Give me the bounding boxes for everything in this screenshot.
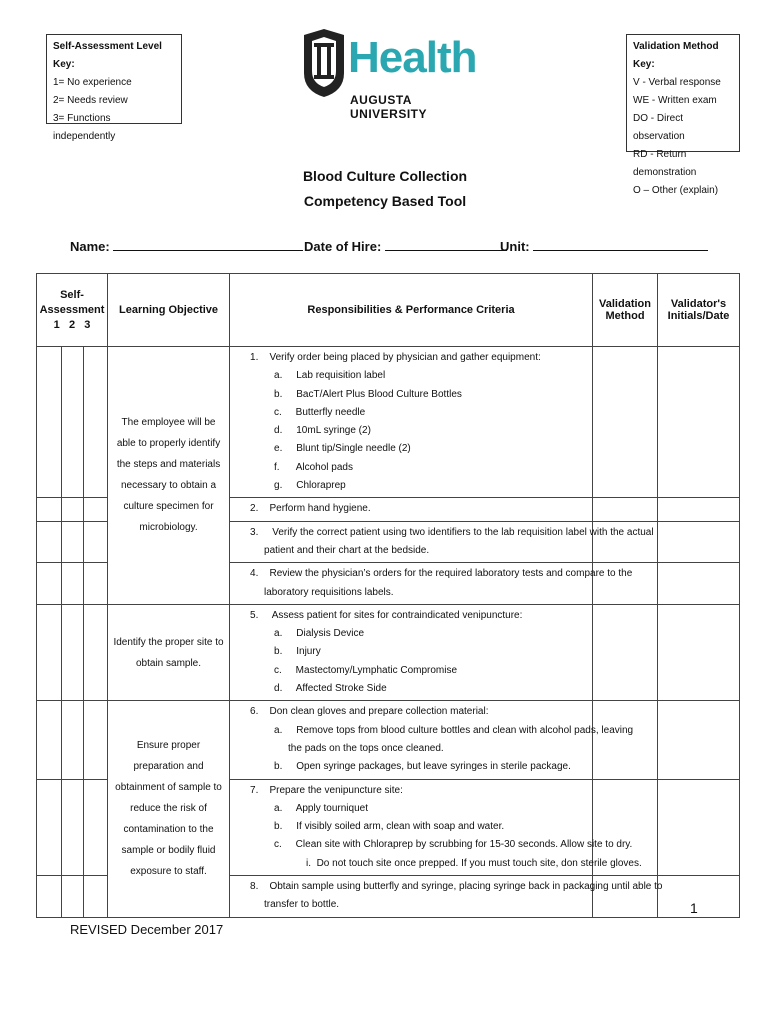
augusta-health-logo — [300, 27, 480, 121]
criterion-subitem: a. Dialysis Device — [274, 628, 365, 640]
self-score-cell[interactable] — [84, 563, 108, 605]
criterion-text: 5. Assess patient for sites for contraindicated venipuncture: — [250, 609, 523, 621]
self-key-title: Self-Assessment Level Key: — [53, 41, 162, 70]
self-score-cell[interactable] — [62, 521, 84, 563]
self-score-cell[interactable] — [62, 563, 84, 605]
self-key-item: 1= No experience — [53, 77, 132, 88]
learning-objective-header: Learning Objective — [108, 274, 230, 347]
validation-key-title: Validation Method Key: — [633, 41, 719, 70]
criterion-subitem: b. BacT/Alert Plus Blood Culture Bottles — [274, 388, 462, 400]
name-field[interactable] — [70, 238, 303, 254]
criterion-text: transfer to bottle. — [264, 899, 340, 911]
self-score-cell[interactable] — [62, 701, 84, 779]
validator-initials-cell[interactable] — [658, 779, 740, 875]
self-score-cell[interactable] — [62, 347, 84, 498]
criterion-subitem: a. Apply tourniquet — [274, 802, 368, 814]
self-score-cell[interactable] — [84, 701, 108, 779]
self-score-cell[interactable] — [84, 604, 108, 700]
validator-initials-cell[interactable] — [658, 347, 740, 498]
self-key-item: 2= Needs review — [53, 95, 128, 106]
criterion-subitem: d. 10mL syringe (2) — [274, 425, 371, 437]
logo-wordmark: Health — [348, 33, 477, 82]
self-score-cell[interactable] — [37, 701, 62, 779]
self-score-cell[interactable] — [62, 604, 84, 700]
self-score-cell[interactable] — [37, 347, 62, 498]
criterion-subitem: g. Chloraprep — [274, 480, 346, 492]
validator-initials-cell[interactable] — [658, 701, 740, 779]
validation-key-item: RD - Return demonstration — [633, 149, 697, 178]
criterion-2 — [230, 498, 593, 521]
self-score-cell[interactable] — [37, 604, 62, 700]
criterion-subitem: i. Do not touch site once prepped. If you must touch site, don sterile gloves. — [306, 857, 642, 869]
criterion-5 — [230, 604, 593, 700]
validation-key-item: WE - Written exam — [633, 95, 717, 106]
validator-initials-cell[interactable] — [658, 498, 740, 521]
self-score-cell[interactable] — [84, 521, 108, 563]
unit-label: Unit: — [500, 239, 530, 254]
self-score-cell[interactable] — [37, 521, 62, 563]
hire-date-field[interactable] — [304, 238, 507, 254]
learning-objective-1: The employee will be able to properly identify the steps and materials necessary to obtain a culture specimen for microbiology. — [108, 347, 230, 605]
self-score-cell[interactable] — [84, 347, 108, 498]
self-assessment-header — [37, 274, 108, 347]
criterion-text: 3. Verify the correct patient using two identifiers to the lab requisition label with the actual — [250, 526, 654, 538]
criterion-text: laboratory requisitions labels. — [264, 586, 394, 598]
criterion-subitem: c. Mastectomy/Lymphatic Compromise — [274, 664, 458, 676]
validator-initials-cell[interactable] — [658, 876, 740, 918]
page-number: 1 — [690, 900, 698, 916]
validation-method-key — [626, 34, 740, 196]
validation-key-item: DO - Direct observation — [633, 113, 685, 142]
criterion-subitem: b. Injury — [274, 646, 321, 658]
self-score-cell[interactable] — [84, 498, 108, 521]
validation-method-cell[interactable] — [593, 701, 658, 779]
self-score-cell[interactable] — [84, 876, 108, 918]
validator-header: Validator's Initials/Date — [658, 274, 740, 347]
validation-method-cell[interactable] — [593, 347, 658, 498]
criterion-8 — [230, 876, 663, 918]
self-score-cell[interactable] — [84, 779, 108, 875]
self-score-cell[interactable] — [37, 563, 62, 605]
criterion-subitem: f. Alcohol pads — [274, 461, 353, 473]
self-score-cell[interactable] — [37, 498, 62, 521]
criterion-subitem: a. Remove tops from blood culture bottles and clean with alcohol pads, leaving — [274, 724, 634, 736]
validation-method-header: Validation Method — [593, 274, 658, 347]
criterion-text: patient and their chart at the bedside. — [264, 544, 430, 556]
validator-initials-cell[interactable] — [658, 521, 740, 563]
self-assessment-key — [46, 34, 182, 142]
criterion-1 — [230, 347, 593, 498]
learning-objective-2: Identify the proper site to obtain sample. — [108, 604, 230, 700]
criterion-subitem: c. Clean site with Chloraprep by scrubbing for 15-30 seconds. Allow site to dry. — [274, 839, 633, 851]
self-score-cell[interactable] — [62, 498, 84, 521]
criterion-subitem: the pads on the tops once cleaned. — [288, 742, 444, 754]
validation-method-cell[interactable] — [593, 604, 658, 700]
validator-initials-cell[interactable] — [658, 563, 740, 605]
self-key-item: 3= Functions independently — [53, 113, 116, 142]
validation-method-cell[interactable] — [593, 498, 658, 521]
name-label: Name: — [70, 239, 110, 254]
logo-subtitle: AUGUSTA UNIVERSITY — [350, 93, 428, 121]
learning-objective-3: Ensure proper preparation and obtainment of sample to reduce the risk of contamination to the sample or bodily fluid exposure to staff. — [108, 701, 230, 917]
unit-field[interactable] — [500, 238, 708, 254]
validator-initials-cell[interactable] — [658, 604, 740, 700]
criterion-text: 6. Don clean gloves and prepare collection material: — [250, 706, 489, 718]
criterion-subitem: a. Lab requisition label — [274, 370, 386, 382]
self-score-cell[interactable] — [37, 876, 62, 918]
self-score-cell[interactable] — [62, 779, 84, 875]
self-score-cell[interactable] — [62, 876, 84, 918]
criterion-subitem: d. Affected Stroke Side — [274, 683, 387, 695]
revision-note: REVISED December 2017 — [70, 922, 224, 937]
criterion-text: 4. Review the physician’s orders for the required laboratory tests and compare to the — [250, 568, 633, 580]
validation-key-item: V - Verbal response — [633, 77, 721, 88]
validation-key-item: O – Other (explain) — [633, 185, 719, 196]
criterion-subitem: c. Butterfly needle — [274, 406, 366, 418]
criterion-3 — [230, 521, 654, 563]
university-seal-icon — [302, 27, 346, 99]
criteria-header: Responsibilities & Performance Criteria — [230, 274, 593, 347]
criterion-text: 2. Perform hand hygiene. — [250, 503, 371, 515]
criterion-6 — [230, 701, 634, 779]
competency-table — [36, 273, 740, 918]
document-title: Blood Culture Collection — [302, 168, 468, 184]
criterion-subitem: e. Blunt tip/Single needle (2) — [274, 443, 411, 455]
criterion-subitem: b. Open syringe packages, but leave syringes in sterile package. — [274, 761, 571, 773]
header-self: Self- — [60, 288, 84, 301]
document-subtitle: Competency Based Tool — [303, 193, 467, 209]
header-levels: 1 2 3 — [53, 318, 91, 331]
criterion-text: 8. Obtain sample using butterfly and syringe, placing syringe back in packaging until able to — [250, 881, 663, 893]
criterion-4 — [230, 563, 633, 605]
criterion-subitem: b. If visibly soiled arm, clean with soap and water. — [274, 821, 505, 833]
header-assessment: Assessment — [39, 303, 105, 316]
criterion-text: 1. Verify order being placed by physician and gather equipment: — [250, 352, 541, 363]
hire-date-label: Date of Hire: — [304, 239, 382, 254]
criterion-7 — [230, 779, 642, 875]
self-score-cell[interactable] — [37, 779, 62, 875]
criterion-text: 7. Prepare the venipuncture site: — [250, 784, 403, 796]
